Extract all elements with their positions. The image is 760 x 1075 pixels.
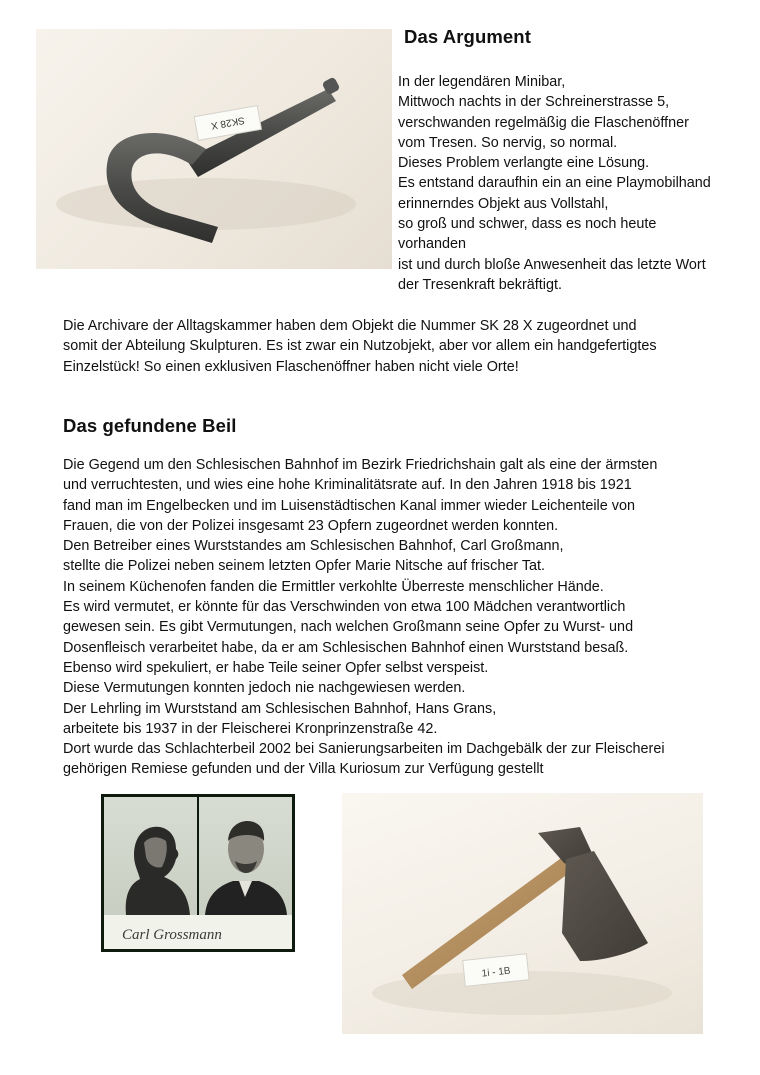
text-line: vorhanden — [398, 236, 467, 253]
axe-tag-label: 1i - 1B — [481, 965, 512, 980]
photo-axe — [342, 793, 703, 1034]
text-line: In seinem Küchenofen fanden die Ermittler verkohlte Überreste menschlicher Hände. — [63, 578, 604, 595]
text-line: Frauen, die von der Polizei insgesamt 23 Opfern zugeordnet werden konnten. — [63, 517, 559, 534]
text-line: gewesen sein. Es gibt Vermutungen, nach welchen Großmann seine Opfer zu Wurst- und — [63, 619, 634, 636]
text-line: Ebenso wird spekuliert, er habe Teile seiner Opfer selbst verspeist. — [63, 659, 489, 676]
text-line: vom Tresen. So nervig, so normal. — [398, 134, 618, 151]
text-line: so groß und schwer, dass es noch heute — [398, 216, 657, 233]
text-line: ist und durch bloße Anwesenheit das letzte Wort — [398, 256, 706, 273]
opener-tag-label: SK28 X — [210, 114, 246, 131]
text-line: Es wird vermutet, er könnte für das Verschwinden von etwa 100 Mädchen verantwortlich — [63, 599, 626, 616]
text-line: stellte die Polizei neben seinem letzten Opfer Marie Nitsche auf frischer Tat. — [63, 558, 546, 575]
mugshot-profile-panel — [104, 797, 197, 915]
mugshot-caption-strip — [104, 915, 292, 949]
profile-silhouette — [104, 797, 197, 915]
photo-bottle-opener — [36, 29, 392, 269]
mugshot-signature — [104, 915, 292, 949]
beil-paragraph — [63, 455, 665, 780]
mugshot-front-panel — [199, 797, 292, 915]
section-title-beil: Das gefundene Beil — [63, 415, 237, 436]
text-line: verschwanden regelmäßig die Flaschenöffner — [398, 114, 689, 131]
text-line: Die Gegend um den Schlesischen Bahnhof im Bezirk Friedrichshain galt als eine der ärmsten — [63, 457, 658, 473]
photo-mugshot — [101, 794, 295, 952]
text-line: Einzelstück! So einen exklusiven Flaschenöffner haben nicht viele Orte! — [63, 358, 519, 375]
text-line: Diese Vermutungen konnten jedoch nie nachgewiesen werden. — [63, 680, 466, 697]
text-line: und verruchtesten, und wies eine hohe Kriminalitätsrate auf. In den Jahren 1918 bis 1921 — [63, 477, 632, 494]
text-line: arbeitete bis 1937 in der Fleischerei Kronprinzenstraße 42. — [63, 720, 438, 737]
text-line: Es entstand daraufhin ein an eine Playmobilhand — [398, 175, 711, 192]
front-silhouette — [199, 797, 292, 915]
text-line: Mittwoch nachts in der Schreinerstrasse 5, — [398, 94, 670, 111]
archive-paragraph — [63, 316, 657, 377]
text-line: der Tresenkraft bekräftigt. — [398, 276, 562, 293]
text-line: fand man im Engelbecken und im Luisenstädtischen Kanal immer wieder Leichenteile von — [63, 497, 635, 514]
text-line: Dieses Problem verlangte eine Lösung. — [398, 155, 650, 172]
text-line: Den Betreiber eines Wurststandes am Schlesischen Bahnhof, Carl Großmann, — [63, 538, 564, 555]
text-line: Der Lehrling im Wurststand am Schlesischen Bahnhof, Hans Grans, — [63, 700, 497, 717]
text-line: somit der Abteilung Skulpturen. Es ist zwar ein Nutzobjekt, aber vor allem ein handgefertigtes — [63, 338, 657, 355]
text-line: Die Archivare der Alltagskammer haben dem Objekt die Nummer SK 28 X zugeordnet und — [63, 318, 637, 334]
axe-illustration — [342, 793, 703, 1034]
text-line: Dort wurde das Schlachterbeil 2002 bei Sanierungsarbeiten im Dachgebälk der zur Fleischerei — [63, 741, 665, 758]
argument-text — [398, 72, 711, 295]
text-line: gehörigen Remiese gefunden und der Villa Kuriosum zur Verfügung gestellt — [63, 761, 544, 778]
signature-text: Carl Grossmann — [122, 927, 222, 943]
text-line: In der legendären Minibar, — [398, 74, 566, 90]
text-line: Dosenfleisch verarbeitet habe, da er am Schlesischen Bahnhof einen Wurststand besaß. — [63, 639, 629, 656]
section-title-argument: Das Argument — [404, 26, 531, 47]
bottle-opener-illustration — [36, 29, 392, 269]
text-line: erinnerndes Objekt aus Vollstahl, — [398, 195, 609, 212]
